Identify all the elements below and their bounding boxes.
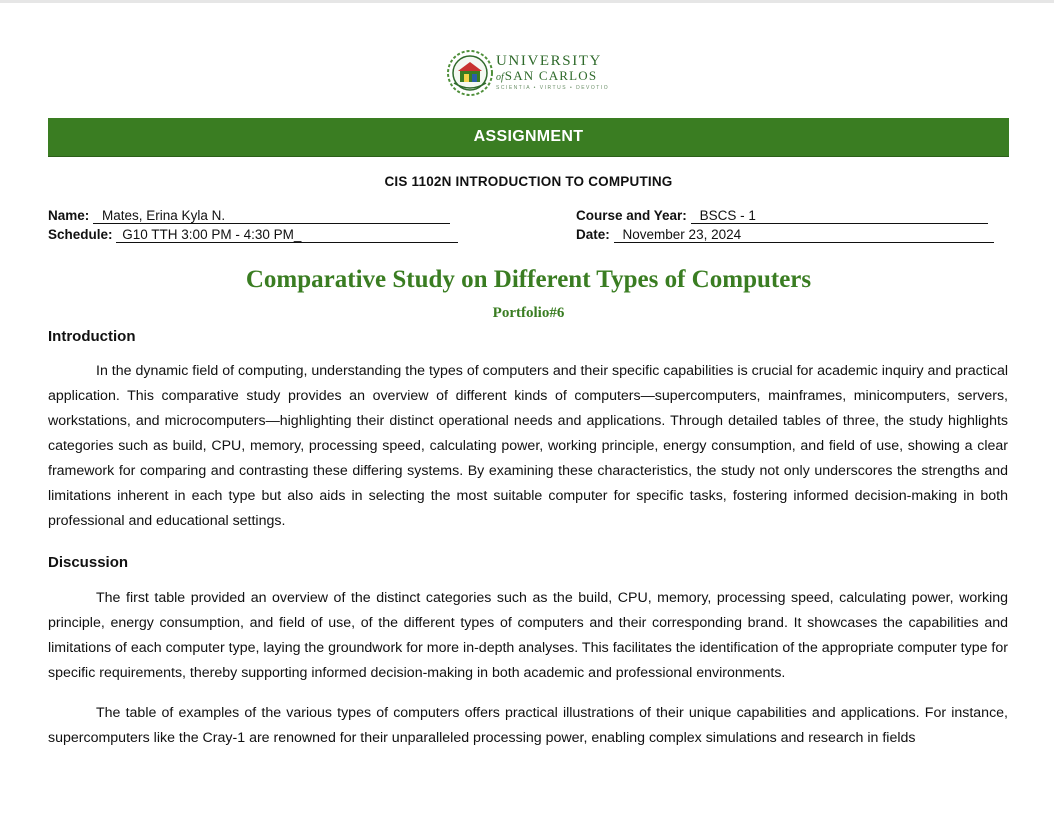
logo-wordmark (496, 53, 609, 92)
schedule-label: Schedule: (48, 227, 113, 242)
course-title: CIS 1102N INTRODUCTION TO COMPUTING (384, 174, 673, 189)
logo-san-carlos (496, 69, 609, 85)
discussion-paragraph-2: The table of examples of the various types of computers offers practical illustrations of their unique capabilities and applications. For instance, supercomputers like the Cray-1 are renowned for their unparalleled processing power, enabling complex simulations and research in fields (48, 705, 1008, 746)
document-subtitle: Portfolio#6 (492, 305, 565, 321)
logo-motto: SCIENTIA • VIRTUS • DEVOTIO (496, 85, 610, 91)
page-top-border (0, 0, 1054, 3)
name-value: Mates, Erina Kyla N. (93, 209, 450, 224)
university-logo (446, 49, 616, 97)
discussion-heading: Discussion (48, 554, 129, 571)
course-year-value: BSCS - 1 (691, 209, 988, 224)
course-year-field (576, 208, 988, 224)
name-label: Name: (48, 208, 90, 223)
university-seal-icon (446, 49, 494, 97)
date-field (576, 227, 994, 243)
schedule-value: G10 TTH 3:00 PM - 4:30 PM_ (116, 228, 458, 243)
document-title: Comparative Study on Different Types of Computers (245, 266, 812, 293)
course-year-label: Course and Year: (576, 208, 687, 223)
schedule-field (48, 227, 458, 243)
logo-university: UNIVERSITY (496, 53, 602, 69)
logo-of: of (496, 72, 504, 83)
introduction-paragraph: In the dynamic field of computing, understanding the types of computers and their specific capabilities is crucial for academic inquiry and practical application. This comparative study provides an overview of different kinds of computers—supercomputers, mainframes, minicomputers, servers, workstations, and microcomputers—highlighting their distinct operational needs and applications. Through detailed tables of three, the study highlights categories such as build, CPU, memory, processing speed, calculating power, working principle, energy consumption, and field of use, showing a clear framework for comparing and contrasting these differing systems. By examining these characteristics, the study not only underscores the strengths and limitations inherent in each type but also aids in selecting the most suitable computer for specific tasks, fostering informed decision-making in both professional and educational settings. (48, 363, 1008, 529)
name-field (48, 208, 450, 224)
logo-san-carlos-text: SAN CARLOS (504, 68, 598, 83)
date-value: November 23, 2024 (614, 228, 994, 243)
introduction-heading: Introduction (48, 328, 136, 345)
assignment-banner: ASSIGNMENT (48, 118, 1009, 157)
date-label: Date: (576, 227, 610, 242)
discussion-paragraph-1: The first table provided an overview of the distinct categories such as the build, CPU, memory, processing speed, calculating power, working principle, energy consumption, and field of use, of the different types of computers and their corresponding brand. It showcases the capabilities and limitations of each computer type, laying the groundwork for more in-depth analyses. This facilitates the identification of the appropriate computer type for specific requirements, thereby supporting informed decision-making in both academic and professional environments. (48, 590, 1008, 681)
